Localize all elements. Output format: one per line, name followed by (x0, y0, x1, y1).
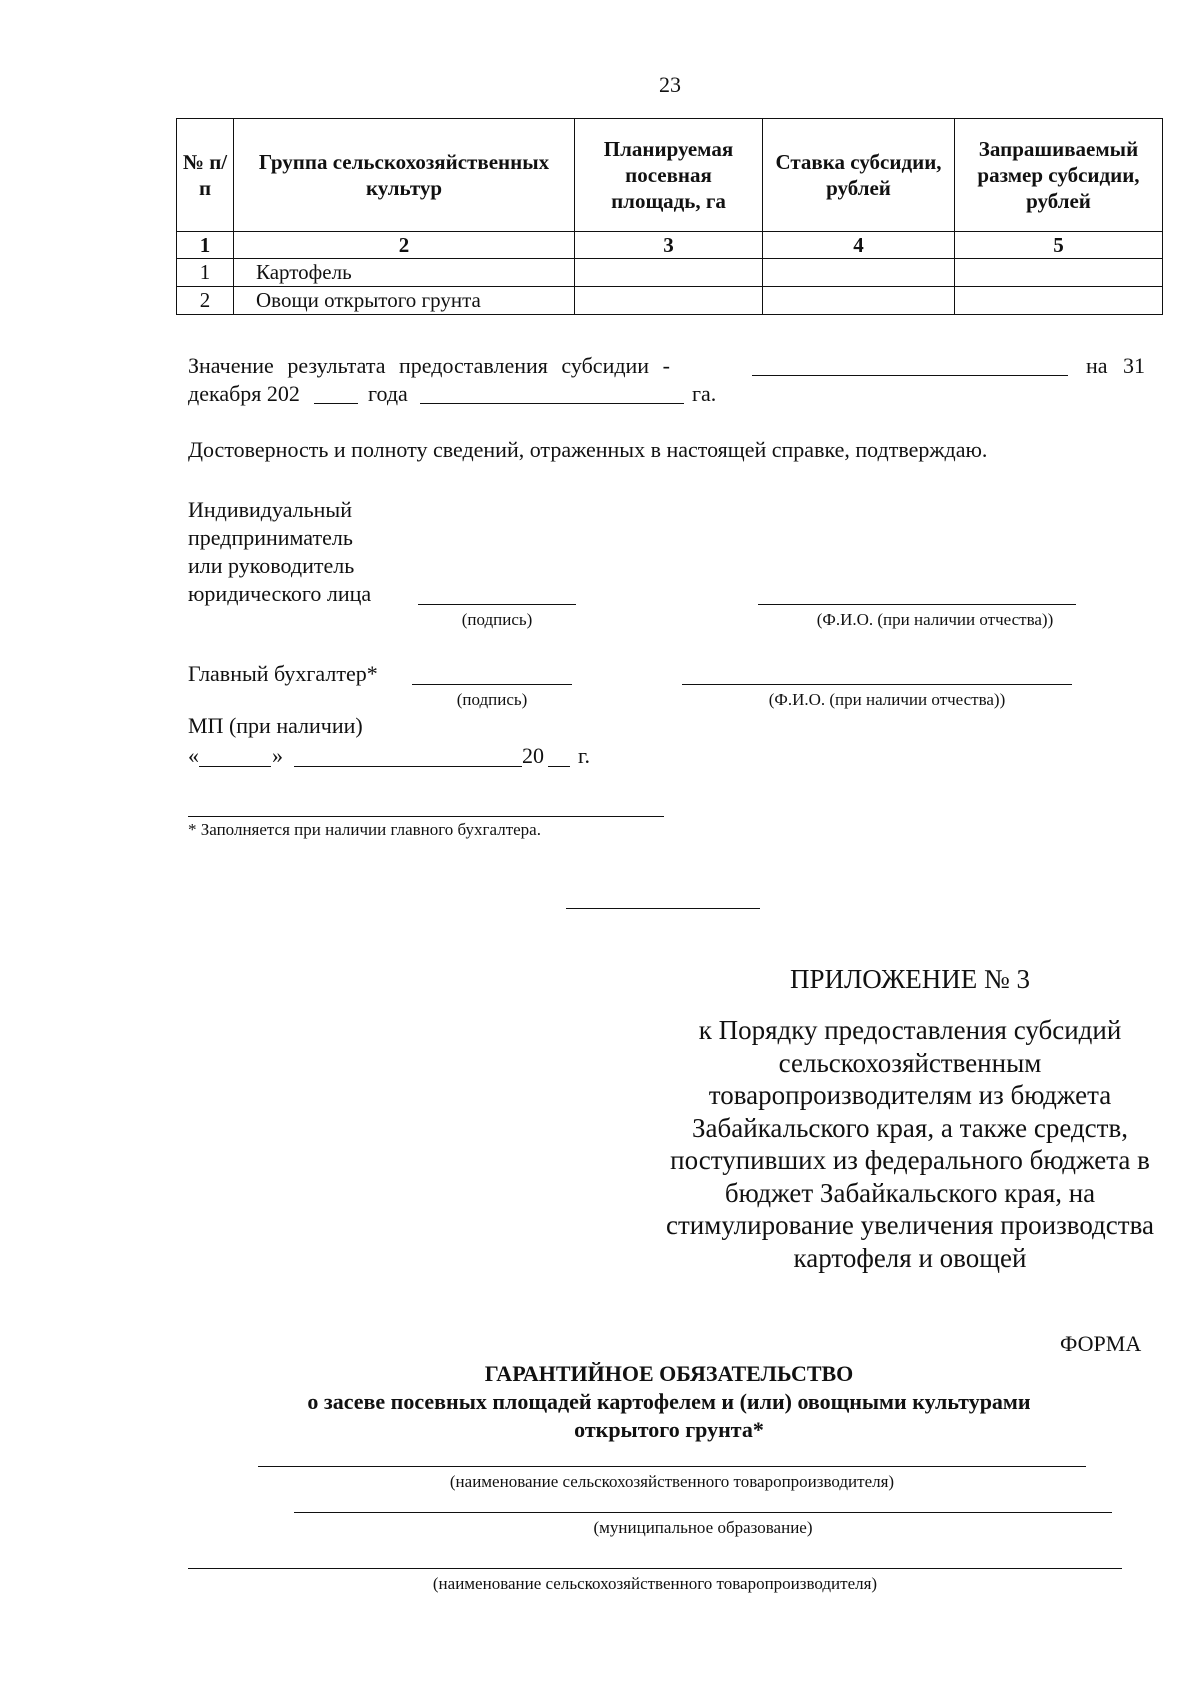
municipality-line[interactable] (294, 1512, 1112, 1513)
appendix-line: Забайкальского края, а также средств, (692, 1112, 1128, 1143)
appendix-line: сельскохозяйственным (778, 1047, 1042, 1078)
header-number: № п/п (177, 119, 234, 232)
year-digit-line[interactable] (314, 403, 358, 404)
accountant-signature-caption: (подпись) (456, 690, 528, 709)
result-year-prefix: декабря 202 (188, 381, 300, 406)
appendix-line: к Порядку предоставления субсидий (698, 1015, 1122, 1045)
accountant-fio-line[interactable] (682, 684, 1072, 685)
row-rate-cell[interactable] (763, 259, 955, 287)
date-close-quote: » (272, 743, 283, 768)
signer-label-line-2: предприниматель (188, 525, 353, 550)
signer-signature-line[interactable] (418, 604, 576, 605)
producer-name-caption: (наименование сельскохозяйственного товаропроизводителя) (449, 1472, 895, 1491)
signer-label-line-1: Индивидуальный (188, 497, 352, 522)
row-amount-cell[interactable] (955, 287, 1163, 315)
accountant-signature-line[interactable] (412, 684, 572, 685)
row-crop-name: Картофель (234, 259, 575, 287)
form-subtitle-line-2: открытого грунта* (574, 1417, 764, 1442)
section-divider (566, 908, 760, 909)
area-value-line[interactable] (420, 403, 684, 404)
header-crop-group: Группа сельскохозяйственных культур (234, 119, 575, 232)
date-century: 20 (522, 743, 544, 768)
row-amount-cell[interactable] (955, 259, 1163, 287)
subsidy-table (176, 118, 1163, 315)
form-label: ФОРМА (1060, 1331, 1142, 1356)
row-area-cell[interactable] (575, 259, 763, 287)
result-unit: га. (692, 381, 717, 406)
accountant-label: Главный бухгалтер* (188, 661, 378, 686)
signer-label-line-3: или руководитель (188, 553, 355, 578)
confirmation-text: Достоверность и полноту сведений, отраженных в настоящей справке, подтверждаю. (188, 437, 988, 462)
signer-label-line-4: юридического лица (188, 581, 372, 606)
signer-fio-caption: (Ф.И.О. (при наличии отчества)) (816, 610, 1054, 629)
table-row (177, 259, 1163, 287)
row-crop-name: Овощи открытого грунта (234, 287, 575, 315)
column-number: 2 (234, 232, 575, 259)
appendix-line: картофеля и овощей (793, 1242, 1027, 1273)
municipality-caption: (муниципальное образование) (593, 1518, 813, 1537)
appendix-line: товаропроизводителям из бюджета (708, 1080, 1112, 1110)
table-header-row (177, 119, 1163, 232)
producer-name-line-2[interactable] (188, 1568, 1122, 1569)
producer-name-line[interactable] (258, 1466, 1086, 1467)
stamp-label: МП (при наличии) (188, 713, 363, 738)
column-numbers-row (177, 232, 1163, 259)
date-year-suffix: г. (578, 743, 591, 768)
appendix-line: поступивших из федерального бюджета в (670, 1145, 1150, 1175)
column-number: 5 (955, 232, 1163, 259)
footnote-text: * Заполняется при наличии главного бухгалтера. (188, 820, 541, 839)
column-number: 1 (177, 232, 234, 259)
footnote-separator (188, 816, 664, 817)
producer-name-caption-2: (наименование сельскохозяйственного товаропроизводителя) (432, 1574, 878, 1593)
appendix-title: ПРИЛОЖЕНИЕ № 3 (789, 964, 1031, 994)
signer-signature-caption: (подпись) (461, 610, 533, 629)
date-open-quote: « (188, 743, 199, 768)
page-number: 23 (659, 72, 681, 97)
column-number: 4 (763, 232, 955, 259)
row-rate-cell[interactable] (763, 287, 955, 315)
header-planned-area: Планируемая посевная площадь, га (575, 119, 763, 232)
result-suffix: на 31 (1086, 353, 1146, 378)
appendix-reference (590, 1014, 1200, 1274)
form-subtitle-line-1: о засеве посевных площадей картофелем и (или) овощными культурами (307, 1389, 1031, 1414)
header-requested-amount: Запрашиваемый размер субсидии, рублей (955, 119, 1163, 232)
form-title: ГАРАНТИЙНОЕ ОБЯЗАТЕЛЬСТВО (484, 1361, 854, 1386)
appendix-line: стимулирование увеличения производства (666, 1210, 1154, 1240)
result-year-word: года (368, 381, 408, 406)
date-year-line[interactable] (548, 766, 570, 767)
date-day-line[interactable] (199, 766, 271, 767)
appendix-line: бюджет Забайкальского края, на (724, 1177, 1096, 1208)
result-prefix: Значение результата предоставления субсидии - (188, 353, 670, 378)
signer-fio-line[interactable] (758, 604, 1076, 605)
table-row (177, 287, 1163, 315)
accountant-fio-caption: (Ф.И.О. (при наличии отчества)) (768, 690, 1006, 709)
header-subsidy-rate: Ставка субсидии, рублей (763, 119, 955, 232)
row-number: 2 (177, 287, 234, 315)
date-month-line[interactable] (294, 766, 522, 767)
row-area-cell[interactable] (575, 287, 763, 315)
row-number: 1 (177, 259, 234, 287)
column-number: 3 (575, 232, 763, 259)
result-value-line[interactable] (752, 375, 1068, 376)
